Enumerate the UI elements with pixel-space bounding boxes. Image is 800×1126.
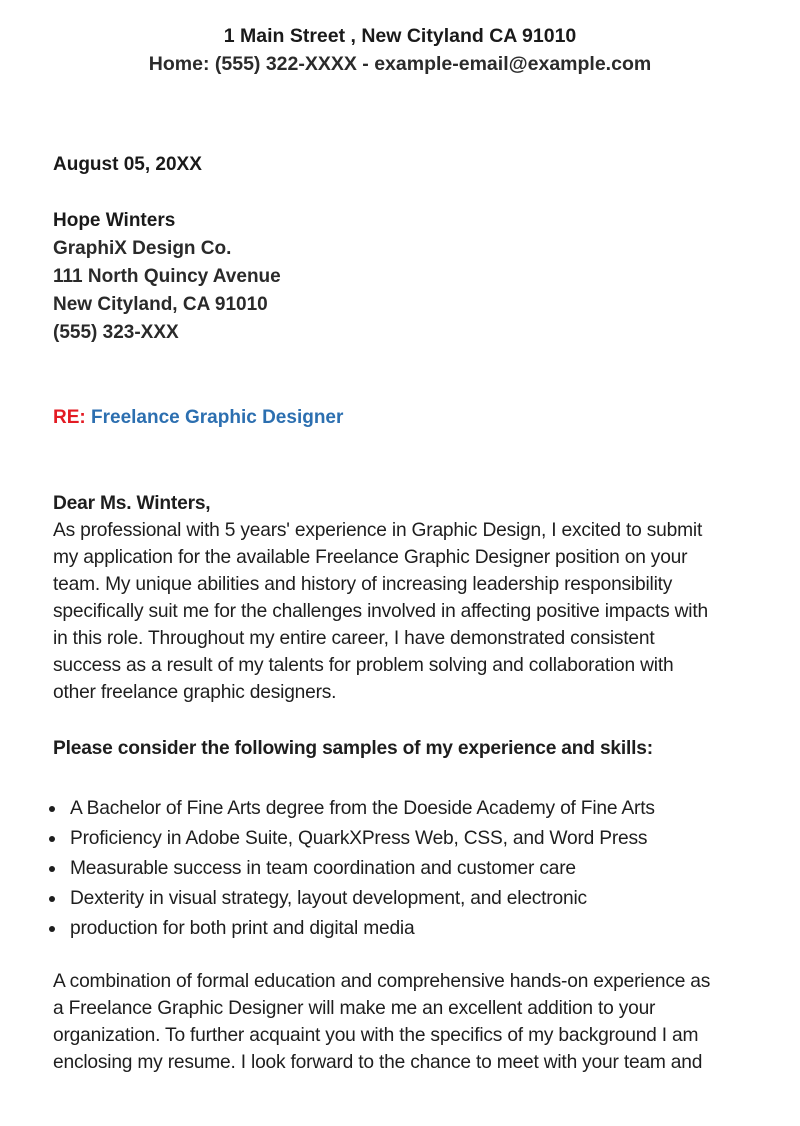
sender-contact: Home: (555) 322-XXXX - example-email@example.com [148, 53, 652, 75]
intro-line: in this role. Throughout my entire career, I have demonstrated consistent [53, 628, 655, 649]
subject-title: Freelance Graphic Designer [91, 407, 344, 428]
recipient-name: Hope Winters [53, 210, 176, 231]
intro-line: other freelance graphic designers. [53, 682, 337, 703]
skill-item: A Bachelor of Fine Arts degree from the Doeside Academy of Fine Arts [47, 794, 655, 824]
letter-date: August 05, 20XX [53, 154, 202, 175]
subject-label: RE: [53, 407, 86, 428]
intro-line: As professional with 5 years' experience in Graphic Design, I excited to submit [53, 520, 703, 541]
intro-paragraph [53, 490, 783, 706]
bullet-icon [49, 806, 55, 812]
closing-line: A combination of formal education and comprehensive hands-on experience as [53, 971, 711, 992]
sender-address: 1 Main Street , New Cityland CA 91010 [223, 25, 577, 47]
closing-line: organization. To further acquaint you with the specifics of my background I am [53, 1025, 699, 1046]
closing-line: enclosing my resume. I look forward to the chance to meet with your team and [53, 1052, 703, 1073]
subject-line [53, 404, 343, 432]
intro-line: team. My unique abilities and history of increasing leadership responsibility [53, 574, 673, 595]
recipient-phone: (555) 323-XXX [53, 322, 179, 343]
recipient-company: GraphiX Design Co. [53, 238, 232, 259]
intro-line: my application for the available Freelance Graphic Designer position on your [53, 547, 688, 568]
skill-item: Dexterity in visual strategy, layout development, and electronic [47, 884, 655, 914]
bullet-icon [49, 836, 55, 842]
skill-item: production for both print and digital media [47, 914, 655, 944]
skills-list [47, 794, 655, 944]
bullet-icon [49, 926, 55, 932]
intro-line: specifically suit me for the challenges involved in affecting positive impacts with [53, 601, 708, 622]
skill-item: Proficiency in Adobe Suite, QuarkXPress Web, CSS, and Word Press [47, 824, 655, 854]
bullet-icon [49, 866, 55, 872]
recipient-city: New Cityland, CA 91010 [53, 294, 268, 315]
recipient-block [53, 207, 281, 347]
skills-heading: Please consider the following samples of my experience and skills: [53, 738, 653, 759]
salutation: Dear Ms. Winters, [53, 493, 211, 514]
bullet-icon [49, 896, 55, 902]
sender-header [0, 22, 800, 78]
intro-line: success as a result of my talents for problem solving and collaboration with [53, 655, 674, 676]
closing-paragraph [53, 968, 783, 1076]
recipient-street: 111 North Quincy Avenue [53, 266, 281, 287]
skill-item: Measurable success in team coordination and customer care [47, 854, 655, 884]
closing-line: a Freelance Graphic Designer will make me an excellent addition to your [53, 998, 656, 1019]
